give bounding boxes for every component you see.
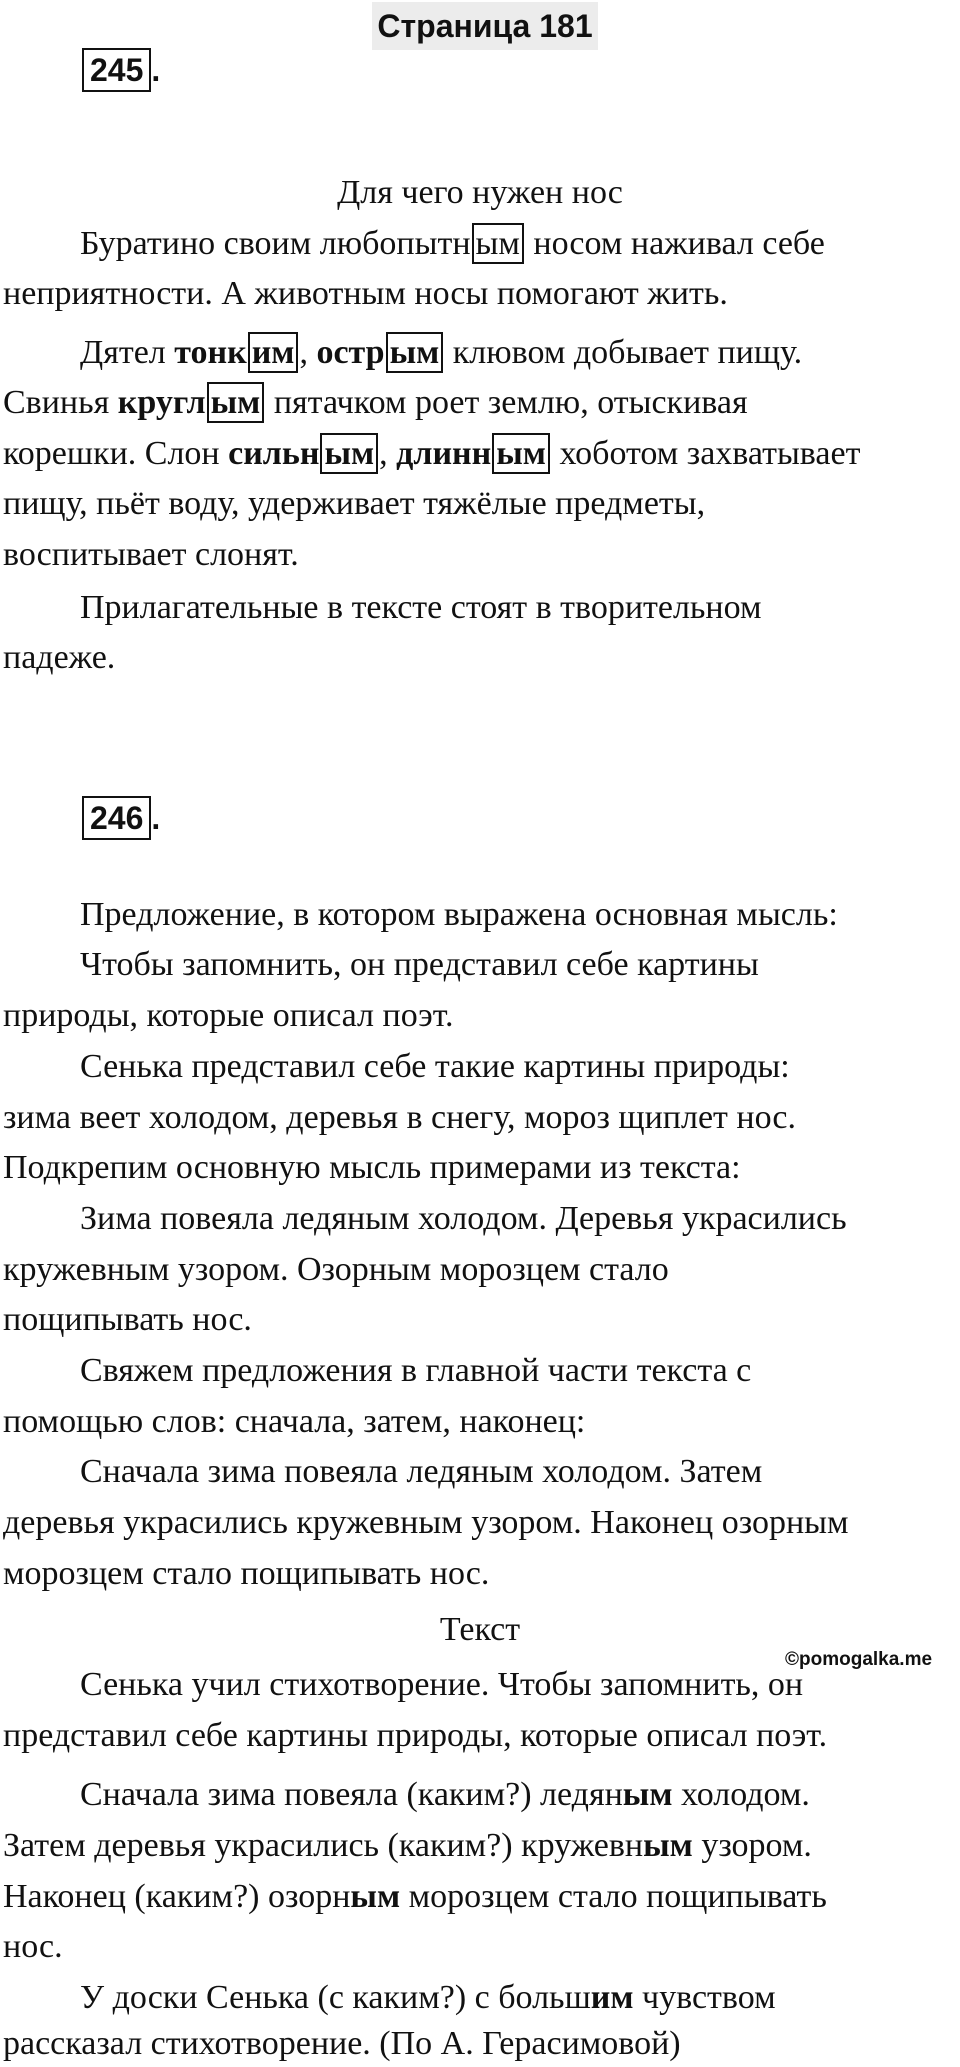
paragraph-line: У доски Сенька (с каким?) с большим чувством — [80, 1979, 776, 2016]
page-title: Страница 181 — [372, 2, 598, 50]
paragraph-line: Сенька учил стихотворение. Чтобы запомнить, он — [80, 1666, 804, 1703]
paragraph-line: морозцем стало пощипывать нос. — [3, 1555, 490, 1592]
task-number-246: 246 . — [82, 796, 160, 840]
paragraph-line: Сначала зима повеяла ледяным холодом. Затем — [80, 1453, 763, 1490]
paragraph-line: пищу, пьёт воду, удерживает тяжёлые предметы, — [3, 485, 706, 522]
paragraph-line: Зима повеяла ледяным холодом. Деревья украсились — [80, 1200, 847, 1237]
ending-box: ым — [472, 223, 524, 264]
paragraph-line: Буратино своим любопытн ым носом наживал себе — [80, 225, 825, 262]
paragraph-line: зима веет холодом, деревья в снегу, мороз щиплет нос. — [3, 1099, 797, 1136]
paragraph-line: представил себе картины природы, которые описал поэт. — [3, 1717, 828, 1754]
paragraph-line: помощью слов: сначала, затем, наконец: — [3, 1403, 586, 1440]
paragraph-line: Свяжем предложения в главной части текста с — [80, 1352, 752, 1389]
paragraph-line: природы, которые описал поэт. — [3, 997, 454, 1034]
paragraph-line: Наконец (каким?) озорным морозцем стало пощипывать — [3, 1878, 827, 1915]
ending-box: им — [248, 332, 299, 373]
paragraph-line: Предложение, в котором выражена основная мысль: — [80, 896, 838, 933]
paragraph-line: Свинья кругл ым пятачком роет землю, отыскивая — [3, 384, 748, 421]
paragraph-line: Дятел тонк им , остр ым клювом добывает пищу. — [80, 334, 803, 371]
paragraph-line: нос. — [3, 1928, 63, 1965]
paragraph-line: деревья украсились кружевным узором. Наконец озорным — [3, 1504, 849, 1541]
task-number-245: 245 . — [82, 48, 160, 92]
watermark: ©pomogalka.me — [785, 1649, 933, 1670]
paragraph-line: Чтобы запомнить, он представил себе картины — [80, 946, 759, 983]
paragraph-line: Затем деревья украсились (каким?) кружевным узором. — [3, 1827, 812, 1864]
ending-box: ым — [492, 433, 550, 474]
text-heading: Текст — [439, 1611, 521, 1648]
paragraph-line: кружевным узором. Озорным морозцем стало — [3, 1251, 669, 1288]
ending-box: ым — [386, 332, 444, 373]
paragraph-line: Подкрепим основную мысль примерами из текста: — [3, 1149, 741, 1186]
task-245-title: Для чего нужен нос — [337, 174, 623, 211]
paragraph-line: воспитывает слонят. — [3, 536, 299, 573]
paragraph-line: падеже. — [3, 639, 116, 676]
paragraph-line: Сначала зима повеяла (каким?) ледяным холодом. — [80, 1776, 810, 1813]
paragraph-line: корешки. Слон сильн ым , длинн ым хоботом захватывает — [3, 435, 861, 472]
ending-box: ым — [207, 382, 265, 423]
ending-box: ым — [320, 433, 378, 474]
paragraph-line: неприятности. А животным носы помогают жить. — [3, 275, 728, 312]
paragraph-line: рассказал стихотворение. (По А. Герасимовой) — [3, 2025, 681, 2062]
paragraph-line: пощипывать нос. — [3, 1301, 252, 1338]
paragraph-line: Сенька представил себе такие картины природы: — [80, 1048, 790, 1085]
paragraph-line: Прилагательные в тексте стоят в творительном — [80, 589, 762, 626]
